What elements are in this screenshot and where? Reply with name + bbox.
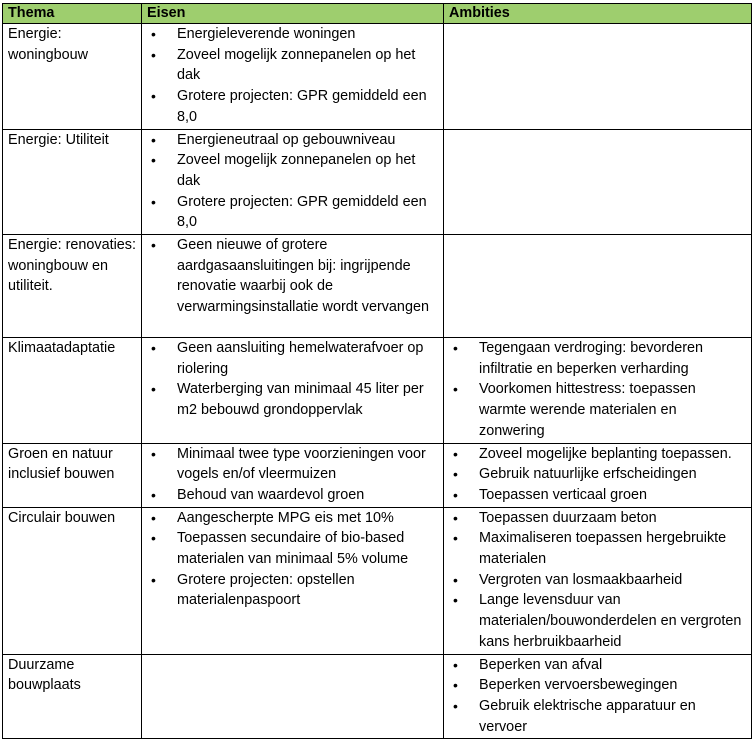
list-item (449, 508, 746, 529)
ambitions-cell (444, 654, 752, 739)
list-item-text: Gebruik natuurlijke erfscheidingen (479, 466, 697, 483)
list-item-text: Geen aansluiting hemelwaterafvoer op riolering (177, 340, 424, 377)
bullet-icon: • (453, 697, 458, 714)
list-item (147, 24, 438, 45)
bullet-icon: • (151, 571, 156, 588)
list-item-text: Tegengaan verdroging: bevorderen infiltratie en beperken verharding (479, 340, 704, 377)
list-item (147, 528, 438, 569)
bullet-icon: • (151, 486, 156, 503)
list-item (147, 150, 438, 191)
bullet-icon: • (453, 592, 458, 609)
list-item-text: Grotere projecten: GPR gemiddeld een 8,0 (177, 193, 427, 231)
bullet-icon: • (151, 193, 156, 210)
theme-cell: Energie: Utiliteit (3, 129, 142, 235)
bullet-icon: • (453, 445, 458, 462)
requirements-list (147, 508, 438, 612)
list-item (147, 235, 438, 318)
requirements-list (147, 235, 438, 318)
list-item-text: Zoveel mogelijk zonnepanelen op het dak (177, 152, 416, 189)
list-item (449, 675, 746, 696)
list-item (449, 570, 746, 591)
list-item-text: Voorkomen hittestress: toepassen warmte werende materialen en zonwering (479, 381, 696, 439)
list-item-text: Toepassen duurzaam beton (479, 509, 657, 526)
list-item (147, 192, 438, 233)
list-item (449, 590, 746, 652)
ambitions-cell (444, 24, 752, 130)
list-item-text: Minimaal twee type voorzieningen voor vogels en/of vleermuizen (177, 445, 426, 483)
list-item-text: Behoud van waardevol groen (177, 486, 365, 503)
theme-cell: Energie: woningbouw (3, 24, 142, 130)
list-item-text: Geen nieuwe of grotere aardgasaansluitingen bij: ingrijpende renovatie waarbij ook de verwarmingsinstallatie wordt vervangen (177, 237, 429, 316)
table-row (3, 507, 752, 654)
list-item (449, 379, 746, 441)
bullet-icon: • (453, 340, 458, 357)
table-header-row (3, 4, 752, 24)
table-row (3, 129, 752, 235)
list-item (147, 45, 438, 86)
requirements-list (147, 444, 438, 506)
requirements-cell (142, 654, 444, 739)
list-item-text: Grotere projecten: opstellen materialenpaspoort (177, 571, 355, 609)
requirements-cell (142, 338, 444, 444)
list-item-text: Vergroten van losmaakbaarheid (479, 571, 683, 588)
list-item (449, 528, 746, 569)
list-item-text: Beperken van afval (479, 656, 603, 673)
bullet-icon: • (453, 571, 458, 588)
column-header-theme: Thema (3, 4, 142, 24)
list-item-text: Energieleverende woningen (177, 26, 356, 42)
bullet-icon: • (453, 486, 458, 503)
requirements-cell (142, 235, 444, 338)
bullet-icon: • (151, 131, 156, 148)
list-item (147, 508, 438, 529)
list-item-text: Maximaliseren toepassen hergebruikte materialen (479, 530, 727, 568)
list-item-text: Zoveel mogelijk zonnepanelen op het dak (177, 46, 416, 84)
theme-cell: Circulair bouwen (3, 507, 142, 654)
list-item (449, 464, 746, 485)
bullet-icon: • (151, 340, 156, 357)
list-item (449, 655, 746, 676)
bullet-icon: • (453, 656, 458, 673)
bullet-icon: • (151, 530, 156, 547)
list-item (449, 485, 746, 506)
bullet-icon: • (151, 445, 156, 462)
ambitions-list (449, 444, 746, 506)
list-item-text: Toepassen verticaal groen (479, 486, 647, 503)
table-row (3, 24, 752, 130)
requirements-list (147, 24, 438, 128)
column-header-requirements: Eisen (142, 4, 444, 24)
list-item (147, 379, 438, 420)
ambitions-cell (444, 443, 752, 507)
theme-cell: Energie: renovaties: woningbouw en utiliteit. (3, 235, 142, 338)
list-item-text: Beperken vervoersbewegingen (479, 677, 678, 694)
list-item (449, 444, 746, 465)
ambitions-list (449, 508, 746, 653)
requirements-cell (142, 443, 444, 507)
bullet-icon: • (151, 46, 156, 63)
requirements-table (2, 3, 752, 739)
column-header-ambitions: Ambities (444, 4, 752, 24)
bullet-icon: • (151, 509, 156, 526)
ambitions-list (449, 655, 746, 738)
ambitions-cell (444, 507, 752, 654)
theme-cell: Klimaatadaptatie (3, 338, 142, 444)
requirements-cell (142, 129, 444, 235)
table-row (3, 443, 752, 507)
list-item (147, 86, 438, 127)
ambitions-cell (444, 338, 752, 444)
list-item (449, 338, 746, 379)
ambitions-cell (444, 129, 752, 235)
table-row (3, 654, 752, 739)
bullet-icon: • (151, 237, 156, 254)
requirements-list (147, 338, 438, 421)
theme-cell: Duurzame bouwplaats (3, 654, 142, 739)
bullet-icon: • (151, 26, 156, 42)
requirements-list (147, 130, 438, 234)
list-item (147, 485, 438, 506)
list-item-text: Zoveel mogelijke beplanting toepassen. (479, 445, 732, 462)
table-row (3, 338, 752, 444)
bullet-icon: • (453, 677, 458, 694)
requirements-cell (142, 507, 444, 654)
ambitions-cell (444, 235, 752, 338)
list-item-text: Lange levensduur van materialen/bouwonderdelen en vergroten kans herbruikbaarheid (479, 592, 742, 650)
list-item-text: Aangescherpte MPG eis met 10% (177, 509, 394, 526)
bullet-icon: • (453, 530, 458, 547)
list-item (147, 570, 438, 611)
list-item (449, 696, 746, 737)
list-item (147, 338, 438, 379)
list-item-text: Waterberging van minimaal 45 liter per m2 bebouwd grondoppervlak (177, 381, 424, 419)
table-body (3, 24, 752, 739)
list-item-text: Toepassen secundaire of bio-based materialen van minimaal 5% volume (177, 530, 409, 568)
requirements-cell (142, 24, 444, 130)
bullet-icon: • (453, 381, 458, 398)
bullet-icon: • (151, 88, 156, 105)
list-item (147, 444, 438, 485)
bullet-icon: • (453, 466, 458, 483)
list-item-text: Grotere projecten: GPR gemiddeld een 8,0 (177, 88, 427, 125)
list-item-text: Gebruik elektrische apparatuur en vervoer (479, 697, 696, 735)
list-item (147, 130, 438, 151)
list-item-text: Energieneutraal op gebouwniveau (177, 131, 396, 148)
ambitions-list (449, 338, 746, 442)
table-row (3, 235, 752, 338)
bullet-icon: • (453, 509, 458, 526)
bullet-icon: • (151, 152, 156, 169)
theme-cell: Groen en natuur inclusief bouwen (3, 443, 142, 507)
bullet-icon: • (151, 381, 156, 398)
